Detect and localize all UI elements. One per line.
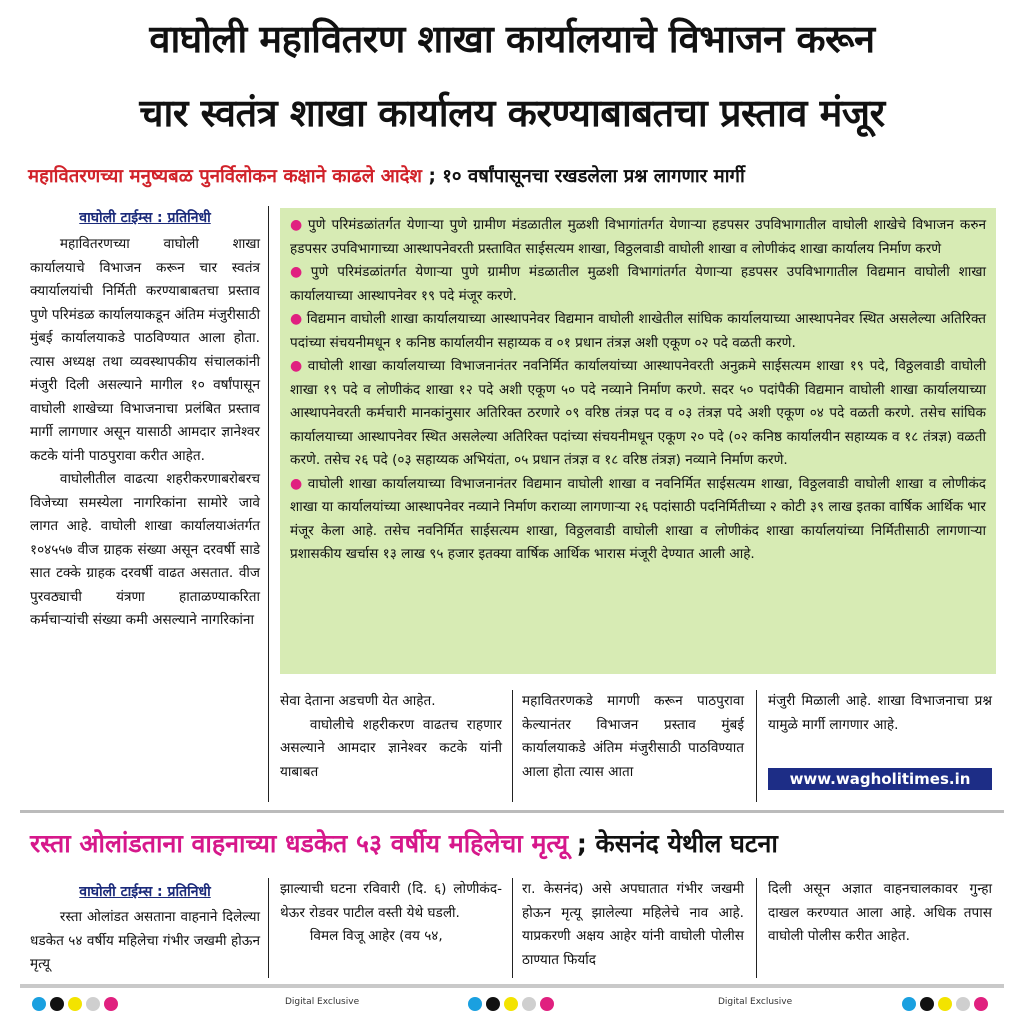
cyan-dot-icon [32, 997, 46, 1011]
bullet-icon: ● [290, 358, 304, 374]
black-dot-icon [486, 997, 500, 1011]
story2-headline: रस्ता ओलांडताना वाहनाच्या धडकेत ५३ वर्षीय महिलेचा मृत्यू ; केसनंद येथील घटना [30, 829, 778, 858]
column-divider [268, 206, 269, 802]
black-dot-icon [50, 997, 64, 1011]
registration-marks [32, 993, 118, 1015]
section-divider [20, 810, 1004, 813]
column-divider [268, 878, 269, 978]
story1-col2: सेवा देताना अडचणी येत आहेत. वाघोलीचे शहरीकरण वाढतच राहणार असल्याने आमदार ज्ञानेश्वर कटके यांनी याबाबत [280, 693, 502, 780]
black-dot-icon [920, 997, 934, 1011]
yellow-dot-icon [68, 997, 82, 1011]
footer-bar [20, 984, 1004, 988]
story2-col4: दिली असून अज्ञात वाहनचालकावर गुन्हा दाखल करण्यात आला आहे. अधिक तपास वाघोली पोलीस करीत आहेत. [768, 881, 992, 944]
story2-col2: झाल्याची घटना रविवारी (दि. ६) लोणीकंद-थेऊर रोडवर पाटील वस्ती येथे घडली. विमल विजू आहेर (वय ५४, [280, 881, 502, 944]
story1-left-p2: वाघोलीतील वाढत्या शहरीकरणाबरोबरच विजेच्या समस्येला नागरिकांना सामोरे जावे लागत आहे. वाघोली शाखा कार्यालयाअंतर्गत १०४५५७ वीज ग्राहक संख्या असून दरवर्षी साडे सात टक्के ग्राहक दरवर्षी वाढत असतात. वीज पुरवठ्याची यंत्रणा हाताळण्याकरिता कर्मचाऱ्यांची संख्या कमी असल्याने नागरिकांना [30, 471, 260, 628]
story2-byline: वाघोली टाईम्स : प्रतिनिधी [79, 884, 211, 900]
bullet-icon: ● [290, 311, 303, 327]
column-divider [512, 878, 513, 978]
gray-dot-icon [86, 997, 100, 1011]
website-banner: www.wagholitimes.in [768, 768, 992, 790]
bullet-icon: ● [290, 264, 307, 280]
cyan-dot-icon [468, 997, 482, 1011]
point-item: ● विद्यमान वाघोली शाखा कार्यालयाच्या आस्थापनेवर विद्यमान वाघोली शाखेतील सांघिक कार्यालयाच्या आस्थापनेवर स्थित असलेल्या अतिरिक्त पदांच्या संचयनीमधून १ कनिष्ठ कार्यालयीन सहाय्यक व ०१ प्रधान तंत्रज्ञ अशी एकूण ०२ पदे वळती करणे. [290, 311, 986, 351]
footer-label: Digital Exclusive [718, 997, 793, 1007]
point-item: ● वाघोली शाखा कार्यालयाच्या विभाजनानंतर नवनिर्मित कार्यालयांच्या आस्थापनेवरती अनुक्रमे साईसत्यम शाखा १९ पदे, विठ्ठलवाडी वाघोली शाखा १९ पदे व लोणीकंद शाखा १२ पदे अशी एकूण ५० पदे नव्याने निर्माण करणे. सदर ५० पदांपैकी विद्यमान वाघोली शाखा कार्यालयाच्या आस्थापनेवरती कर्मचारी मानकांनुसार अतिरिक्त ठरणारे ०९ वरिष्ठ तंत्रज्ञ पद व ०३ तंत्रज्ञ पदे अशी एकूण ०४ पदे वळती करणे. तसेच सांघिक कार्यालयाच्या आस्थापनेवर स्थित असलेल्या अतिरिक्त पदांच्या संचयनीमधून एकूण २० पदे (०२ कनिष्ठ कार्यालयीन सहाय्यक व १८ तंत्रज्ञ) वळती करणे. तसेच २६ पदे (०३ सहाय्यक अभियंता, ०५ प्रधान तंत्रज्ञ व १८ वरिष्ठ तंत्रज्ञ) नव्याने निर्माण करणे. [290, 358, 986, 468]
main-headline-line1: वाघोली महावितरण शाखा कार्यालयाचे विभाजन करून [149, 17, 875, 61]
point-item: ● पुणे परिमंडळांतर्गत येणाऱ्या पुणे ग्रामीण मंडळातील मुळशी विभागांतर्गत येणाऱ्या हडपसर उपविभागातील वाघोली शाखेचे विभाजन करुन हडपसर उपविभागाच्या आस्थापनेवरती प्रस्तावित साईसत्यम शाखा, विठ्ठलवाडी वाघोली शाखा व लोणीकंद शाखा कार्यालय निर्माण करणे [290, 217, 986, 257]
subheadline [28, 162, 998, 192]
story1-col4: मंजुरी मिळाली आहे. शाखा विभाजनाचा प्रश्न यामुळे मार्गी लागणार आहे. [768, 693, 992, 733]
story1-left-column [30, 233, 260, 633]
registration-marks [902, 993, 988, 1015]
story1-byline: वाघोली टाईम्स : प्रतिनिधी [79, 210, 211, 226]
yellow-dot-icon [504, 997, 518, 1011]
point-item: ● पुणे परिमंडळांतर्गत येणाऱ्या पुणे ग्रामीण मंडळातील मुळशी विभागांतर्गत येणाऱ्या हडपसर उपविभागातील विद्यमान वाघोली शाखा कार्यालयाच्या आस्थापनेवर १९ पदे मंजूर करणे. [290, 264, 987, 304]
column-divider [756, 878, 757, 978]
story1-left-p1: महावितरणच्या वाघोली शाखा कार्यालयाचे विभाजन करून चार स्वतंत्र क्यार्यालयांची निर्मिती करण्याबाबतचा प्रस्ताव पुणे परिमंडळ कार्यालयाकडून अंतिम मंजुरीसाठी मुंबई कार्यालयाकडे पाठविण्यात आला होता. त्यास अध्यक्ष तथा व्यवस्थापकीय संचालकांनी मंजुरी दिली असल्याने मागील १० वर्षांपासून वाघोली शाखेच्या विभाजनाचा प्रलंबित प्रस्ताव मार्गी लागणार असून यासाठी आमदार ज्ञानेश्वर कटके यांनी पाठपुरावा करीत आहेत. [30, 236, 260, 464]
decision-points-box [280, 208, 996, 674]
gray-dot-icon [522, 997, 536, 1011]
magenta-dot-icon [540, 997, 554, 1011]
main-headline-line2: चार स्वतंत्र शाखा कार्यालय करण्याबाबतचा प्रस्ताव मंजूर [139, 91, 885, 135]
registration-marks [468, 993, 554, 1015]
bullet-icon: ● [290, 217, 304, 233]
cyan-dot-icon [902, 997, 916, 1011]
subheadline-red: महावितरणच्या मनुष्यबळ पुनर्विलोकन कक्षाने काढले आदेश [28, 166, 423, 187]
story2-col3: रा. केसनंद) असे अपघातात गंभीर जखमी होऊन मृत्यू झालेल्या महिलेचे नाव आहे. याप्रकरणी अक्षय आहेर यांनी वाघोली पोलीस ठाण्यात फिर्याद [522, 881, 744, 968]
bullet-icon: ● [290, 475, 304, 492]
subheadline-black: ; १० वर्षांपासूनचा रखडलेला प्रश्न लागणार मार्गी [422, 166, 745, 187]
magenta-dot-icon [974, 997, 988, 1011]
column-divider [512, 690, 513, 802]
story1-col3: महावितरणकडे मागणी करून पाठपुरावा केल्यानंतर विभाजन प्रस्ताव मुंबई कार्यालयाकडे अंतिम मंजुरीसाठी पाठविण्यात आला होता त्यास आता [522, 693, 744, 780]
point-item: ● वाघोली शाखा कार्यालयाच्या विभाजनानंतर विद्यमान वाघोली शाखा व नवनिर्मित साईसत्यम शाखा, विठ्ठलवाडी वाघोली शाखा व लोणीकंद शाखा या कार्यालयांच्या आस्थापनेवर नव्याने निर्माण कराव्या लागणाऱ्या २६ पदांसाठी पदनिर्मितीच्या २ कोटी ३९ लाख इतका वार्षिक आर्थिक भार मंजूर केला आहे. तसेच नवनिर्मित साईसत्यम शाखा, विठ्ठलवाडी वाघोली शाखा व लोणीकंद शाखा कार्यालयांच्या निर्मितीसाठी लागणाऱ्या प्रशासकीय खर्चास १३ लाख ९५ हजार इतक्या वार्षिक आर्थिक भारास मंजूरी देण्यात आली आहे. [290, 475, 986, 562]
footer-label: Digital Exclusive [285, 997, 360, 1007]
gray-dot-icon [956, 997, 970, 1011]
yellow-dot-icon [938, 997, 952, 1011]
story2-col1: रस्ता ओलांडत असताना वाहनाने दिलेल्या धडकेत ५४ वर्षीय महिलेचा गंभीर जखमी होऊन मृत्यू [30, 909, 260, 972]
column-divider [756, 690, 757, 802]
magenta-dot-icon [104, 997, 118, 1011]
